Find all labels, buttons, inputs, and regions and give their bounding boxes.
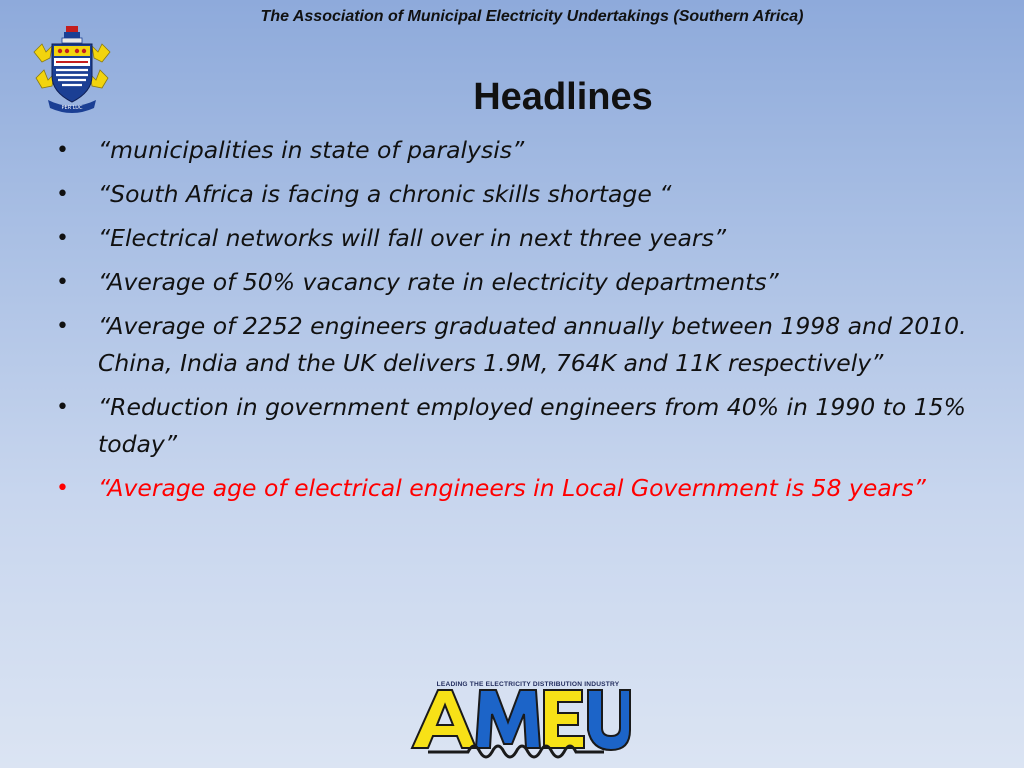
bullet-marker: • bbox=[56, 395, 69, 420]
headline-text: “municipalities in state of paralysis” bbox=[98, 136, 525, 164]
headline-text: “Average age of electrical engineers in Local Government is 58 years” bbox=[98, 474, 926, 502]
headline-text: “Reduction in government employed engineers from 40% in 1990 to 15% today” bbox=[98, 393, 966, 458]
headline-item bbox=[56, 220, 986, 257]
headline-text: “Electrical networks will fall over in next three years” bbox=[98, 224, 726, 252]
headline-text: “South Africa is facing a chronic skills shortage “ bbox=[98, 180, 672, 208]
slide-title: Headlines bbox=[473, 76, 653, 118]
ameu-tagline: LEADING THE ELECTRICITY DISTRIBUTION INDUSTRY bbox=[436, 681, 620, 688]
bullet-marker: • bbox=[56, 182, 69, 207]
bullet-marker: • bbox=[56, 314, 69, 339]
bullet-marker: • bbox=[56, 138, 69, 163]
ameu-logo-icon bbox=[408, 678, 632, 760]
headline-list bbox=[56, 132, 986, 514]
bullet-marker: • bbox=[56, 226, 69, 251]
headline-item bbox=[56, 176, 986, 213]
headline-text: “Average of 50% vacancy rate in electricity departments” bbox=[98, 268, 779, 296]
crest-motto: PER LUC bbox=[61, 105, 83, 111]
headline-item bbox=[56, 389, 986, 463]
headline-item bbox=[56, 264, 986, 301]
headline-item-highlighted bbox=[56, 470, 986, 507]
headline-text: “Average of 2252 engineers graduated annually between 1998 and 2010. China, India and the UK delivers 1.9M, 764K and 11K respectively” bbox=[98, 312, 967, 377]
organization-header: The Association of Municipal Electricity Undertakings (Southern Africa) bbox=[260, 8, 804, 25]
bullet-marker: • bbox=[56, 270, 69, 295]
bullet-marker: • bbox=[56, 476, 69, 501]
headline-item bbox=[56, 132, 986, 169]
headline-item bbox=[56, 308, 986, 382]
